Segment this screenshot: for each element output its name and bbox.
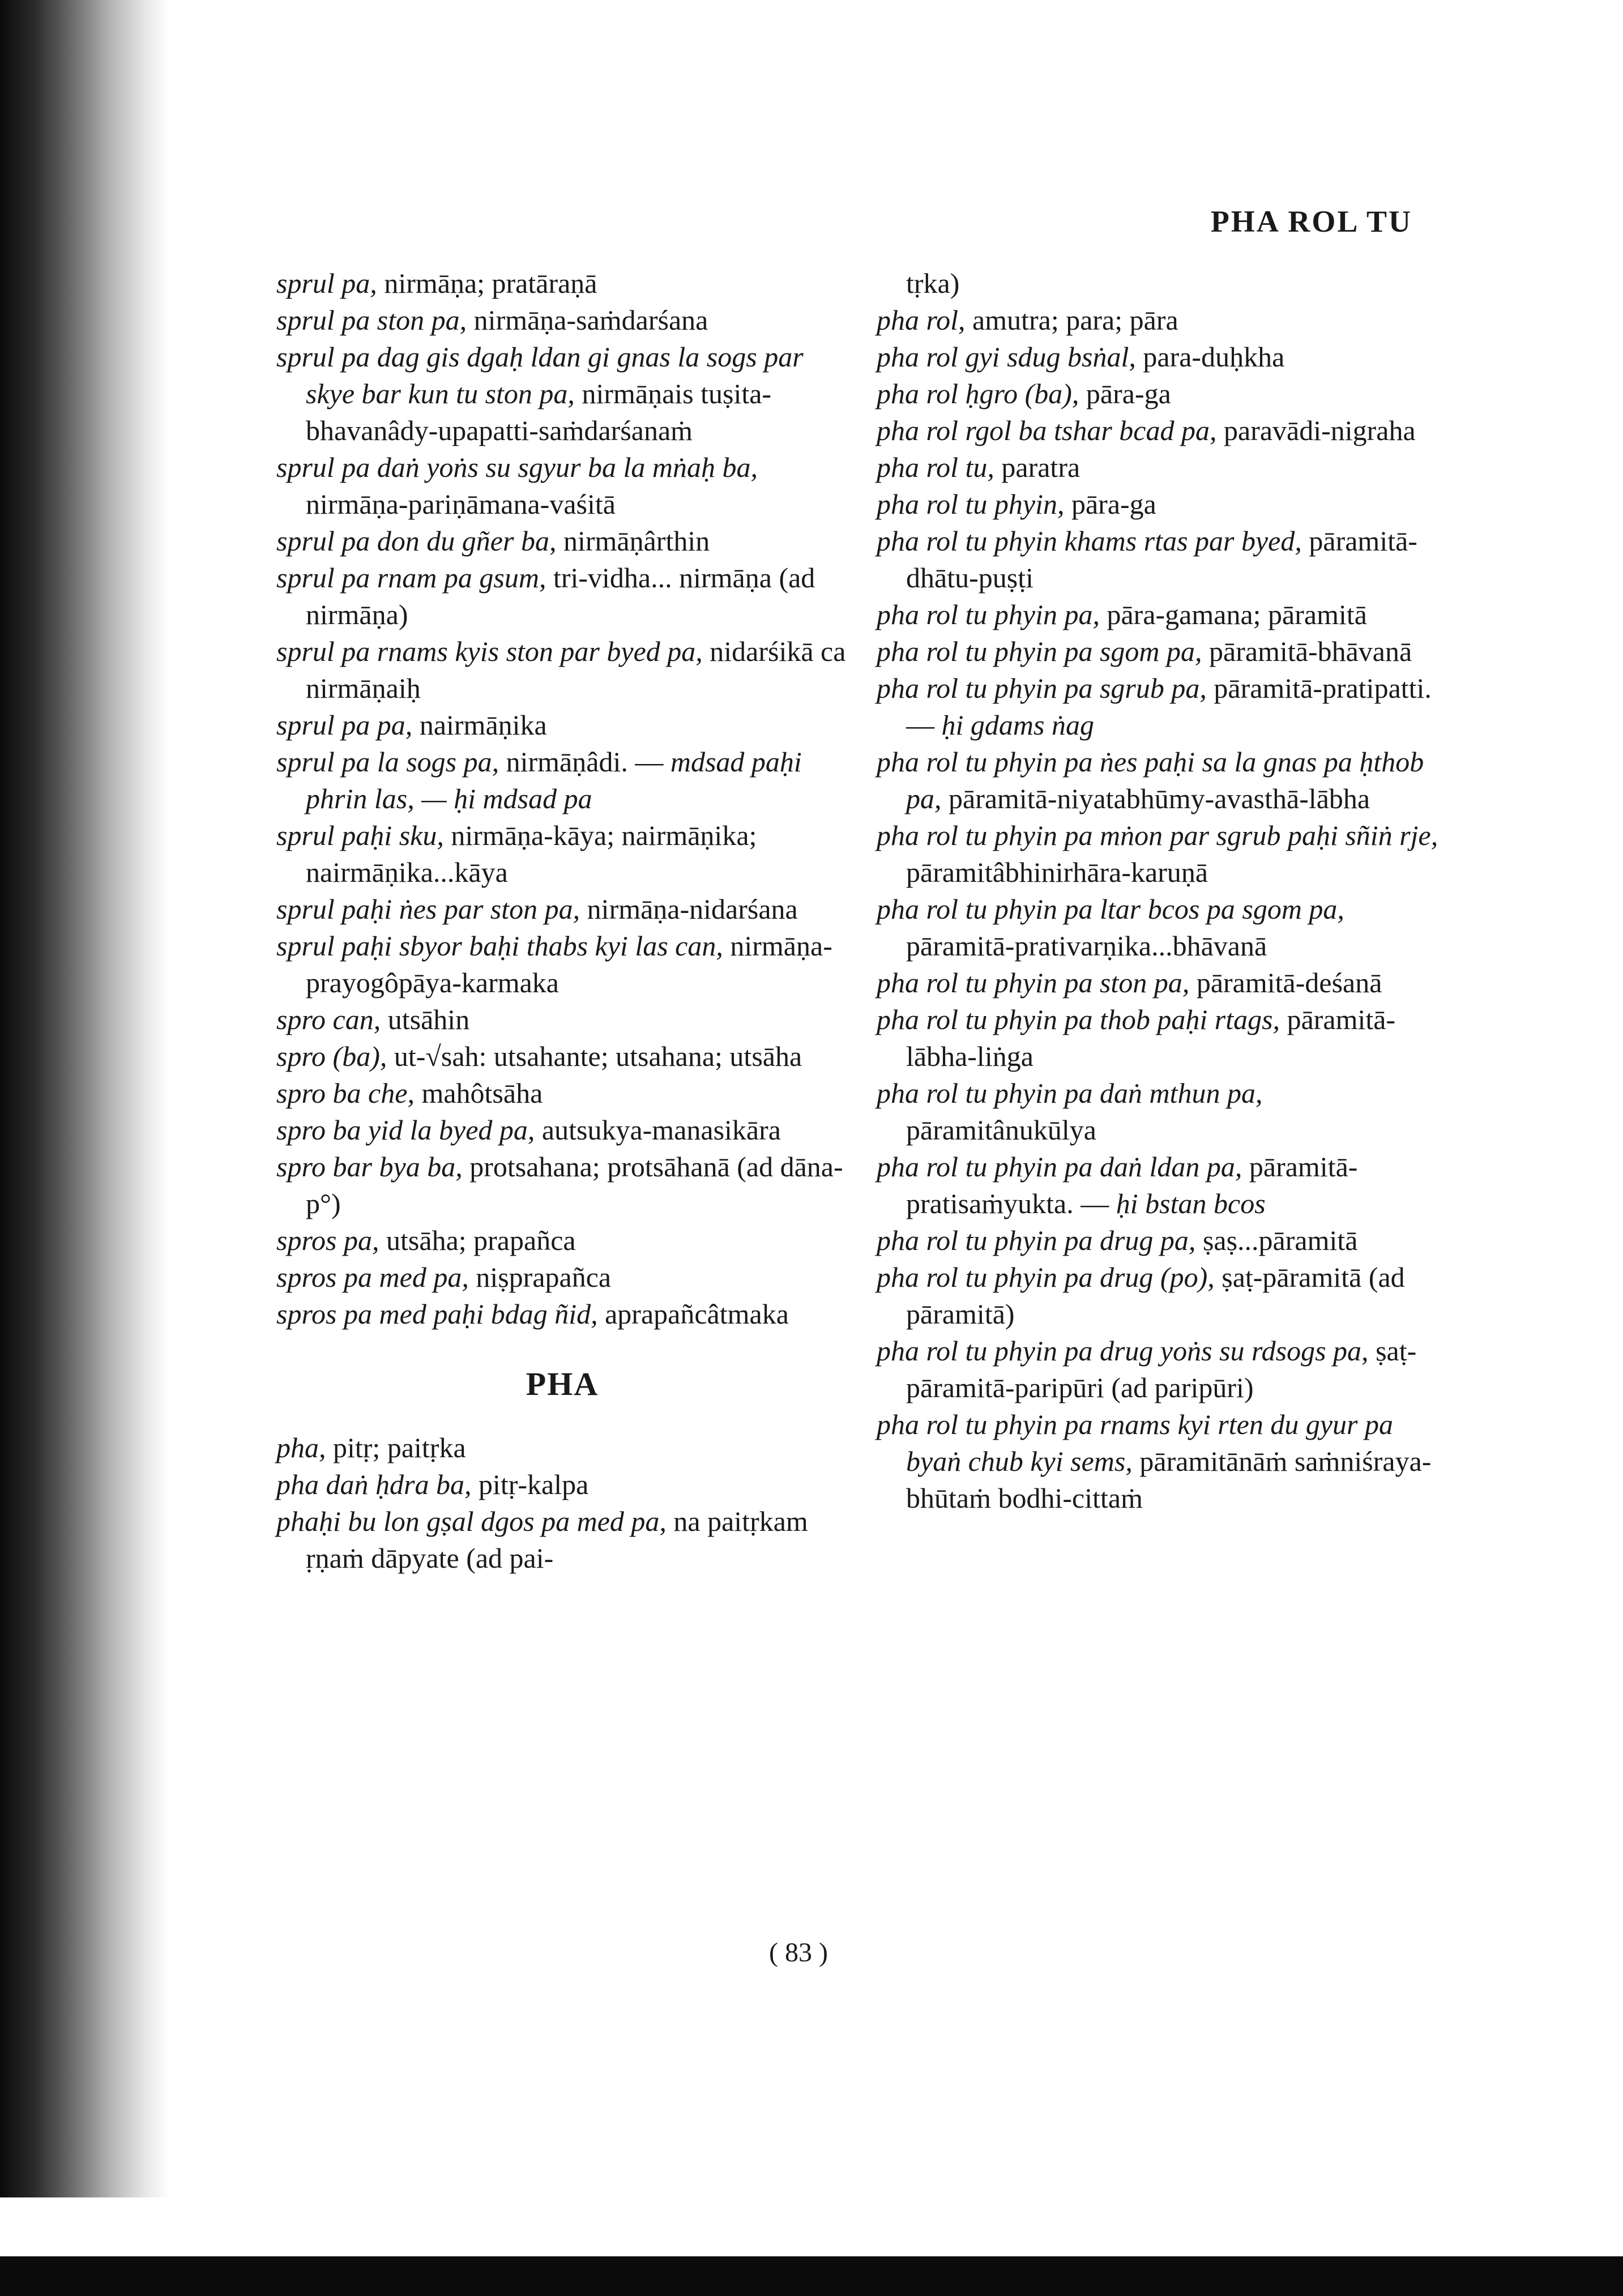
sanskrit-equivalent: pāramitā-niyatabhūmy-avasthā-lābha [941, 783, 1370, 814]
sanskrit-equivalent: nirmāṇa-prayogôpāya-karmaka [306, 930, 832, 998]
dictionary-entry [877, 523, 1449, 596]
tibetan-headword: pha rol tu phyin pa ltar bcos pa sgom pa, [877, 893, 1344, 925]
sanskrit-equivalent: ut-√sah: utsahante; utsahana; utsāha [387, 1040, 802, 1072]
dictionary-entry [276, 1429, 848, 1466]
sanskrit-equivalent: pāramitā-pratipatti. — [906, 672, 1432, 741]
tibetan-headword: spros pa med paḥi bdag ñid, [276, 1298, 598, 1330]
tibetan-headword: pha rol tu phyin pa ston pa, [877, 967, 1190, 998]
dictionary-entry [877, 1222, 1449, 1259]
sanskrit-equivalent: pāramitânukūlya [906, 1114, 1096, 1146]
sanskrit-equivalent: pitṛ; paitṛka [326, 1432, 466, 1463]
tibetan-headword: spro bar bya ba, [276, 1151, 463, 1183]
sanskrit-equivalent: pāramitā-lābha-liṅga [906, 1004, 1396, 1072]
sanskrit-equivalent: utsāha; prapañca [379, 1224, 576, 1256]
sanskrit-equivalent: nirmāṇa-kāya; nairmāṇika; nairmāṇika...kāya [306, 820, 757, 888]
tibetan-headword: pha rol tu phyin pa thob paḥi rtags, [877, 1004, 1280, 1035]
sanskrit-equivalent: nirmāṇa-saṁdarśana [467, 304, 708, 336]
tibetan-headword: pha rol rgol ba tshar bcad pa, [877, 415, 1217, 446]
dictionary-entry [877, 412, 1449, 449]
sanskrit-equivalent: pāramitā-bhāvanā [1202, 635, 1412, 667]
dictionary-entry [276, 339, 848, 449]
dictionary-entry [276, 1149, 848, 1222]
sanskrit-equivalent: pāramitā-pratisaṁyukta. — [906, 1151, 1358, 1219]
dictionary-entry [276, 1001, 848, 1038]
dictionary-entry [276, 1503, 848, 1577]
sanskrit-equivalent: nirmāṇa-pariṇāmana-vaśitā [306, 488, 616, 520]
tibetan-headword: pha rol, [877, 304, 966, 336]
sanskrit-equivalent: ṣaṣ...pāramitā [1195, 1224, 1358, 1256]
tibetan-headword: pha rol gyi sdug bsṅal, [877, 341, 1136, 373]
sanskrit-equivalent: nirmāṇârthin [556, 525, 710, 557]
tibetan-headword: spro ba yid la byed pa, [276, 1114, 535, 1146]
tibetan-headword: sprul paḥi ṅes par ston pa, [276, 893, 580, 925]
tibetan-subentry: mdsad paḥi phrin las, — ḥi mdsad pa [306, 746, 802, 814]
dictionary-entry [276, 1112, 848, 1149]
sanskrit-equivalent: pāramitā-deśanā [1189, 967, 1382, 998]
dictionary-entry [877, 486, 1449, 523]
tibetan-headword: pha rol tu phyin pa daṅ ldan pa, [877, 1151, 1242, 1183]
tibetan-headword: sprul pa rnams kyis ston par byed pa, [276, 635, 703, 667]
dictionary-entry [276, 1296, 848, 1333]
dictionary-entry [877, 1001, 1449, 1075]
dictionary-entry [276, 1466, 848, 1503]
tibetan-headword: spros pa, [276, 1224, 379, 1256]
sanskrit-equivalent: aprapañcâtmaka [597, 1298, 789, 1330]
dictionary-entry [276, 560, 848, 633]
tibetan-headword: pha rol tu phyin, [877, 488, 1065, 520]
sanskrit-equivalent: nirmāṇa-nidarśana [580, 893, 798, 925]
page-number: ( 83 ) [769, 1937, 828, 1968]
dictionary-entry [276, 817, 848, 891]
tibetan-headword: pha daṅ ḥdra ba, [276, 1469, 472, 1500]
tibetan-headword: pha rol tu phyin pa, [877, 599, 1100, 630]
sanskrit-equivalent: pāramitā-prativarṇika...bhāvanā [906, 930, 1267, 962]
dictionary-entry [877, 1149, 1449, 1222]
sanskrit-equivalent: mahôtsāha [414, 1077, 543, 1109]
tibetan-headword: pha, [276, 1432, 326, 1463]
tibetan-headword: spro (ba), [276, 1040, 387, 1072]
tibetan-headword: sprul pa ston pa, [276, 304, 467, 336]
dictionary-entry [276, 449, 848, 523]
dictionary-entry [276, 1038, 848, 1075]
tibetan-headword: pha rol tu phyin pa rnams kyi rten du gyur pa byaṅ chub kyi sems, [877, 1409, 1393, 1477]
dictionary-entry [877, 965, 1449, 1001]
sanskrit-equivalent: ṣaṭ-pāramitā-paripūri (ad paripūri) [906, 1335, 1417, 1403]
tibetan-headword: spro can, [276, 1004, 381, 1035]
dictionary-entry [877, 1406, 1449, 1517]
left-column [276, 265, 848, 1577]
dictionary-entry [877, 339, 1449, 375]
dictionary-entry [276, 633, 848, 707]
tibetan-headword: spros pa med pa, [276, 1261, 469, 1293]
dictionary-entry [877, 1333, 1449, 1406]
scan-bottom-edge [0, 2256, 1623, 2296]
tibetan-headword: pha rol tu phyin pa sgom pa, [877, 635, 1202, 667]
sanskrit-equivalent: niṣprapañca [468, 1261, 612, 1293]
sanskrit-equivalent: paravādi-nigraha [1216, 415, 1416, 446]
sanskrit-equivalent: nirmāṇais tuṣita-bhavanâdy-upapatti-saṁdarśanaṁ [306, 378, 772, 446]
dictionary-entry [276, 928, 848, 1001]
sanskrit-equivalent: pitṛ-kalpa [471, 1469, 589, 1500]
dictionary-entry [276, 744, 848, 817]
dictionary-entry [877, 670, 1449, 744]
sanskrit-equivalent: pāramitā-dhātu-puṣṭi [906, 525, 1417, 594]
tibetan-headword: sprul pa la sogs pa, [276, 746, 499, 778]
dictionary-entry [877, 302, 1449, 339]
right-entry-list [877, 302, 1449, 1517]
dictionary-entry [877, 449, 1449, 486]
dictionary-entry [276, 1075, 848, 1112]
tibetan-headword: spro ba che, [276, 1077, 415, 1109]
sanskrit-equivalent: nidarśikā ca nirmāṇaiḥ [306, 635, 846, 704]
tibetan-headword: pha rol tu phyin pa daṅ mthun pa, [877, 1077, 1263, 1109]
dictionary-entry [276, 891, 848, 928]
tibetan-subentry: ḥi bstan bcos [1116, 1188, 1266, 1219]
sanskrit-equivalent: nirmāṇa; pratāraṇā [377, 267, 597, 299]
tibetan-headword: phaḥi bu lon gṣal dgos pa med pa, [276, 1505, 667, 1537]
dictionary-entry [877, 1075, 1449, 1149]
tibetan-headword: sprul pa rnam pa gsum, [276, 562, 546, 594]
tibetan-headword: sprul pa pa, [276, 709, 413, 741]
tibetan-headword: sprul pa dag gis dgaḥ ldan gi gnas la sogs par skye bar kun tu ston pa, [276, 341, 804, 409]
tibetan-headword: sprul pa daṅ yoṅs su sgyur ba la mṅaḥ ba, [276, 451, 758, 483]
right-column [877, 265, 1449, 1517]
dictionary-entry [276, 1222, 848, 1259]
tibetan-headword: pha rol tu phyin pa ṅes paḥi sa la gnas pa ḥthob pa, [877, 746, 1424, 814]
tibetan-headword: pha rol tu phyin pa drug pa, [877, 1224, 1196, 1256]
sanskrit-equivalent: amutra; para; pāra [965, 304, 1178, 336]
left-entry-list [276, 265, 848, 1333]
tibetan-headword: pha rol tu phyin pa mṅon par sgrub paḥi sñiṅ rje, [877, 820, 1438, 851]
dictionary-entry [276, 265, 848, 302]
sanskrit-equivalent: protsahana; protsāhanā (ad dāna-p°) [306, 1151, 843, 1219]
tibetan-headword: sprul pa, [276, 267, 377, 299]
tibetan-headword: pha rol tu, [877, 451, 994, 483]
tibetan-headword: sprul paḥi sku, [276, 820, 444, 851]
section-heading: PHA [526, 1365, 599, 1402]
tibetan-headword: pha rol tu phyin pa sgrub pa, [877, 672, 1207, 704]
continuation-line: tṛka) [906, 267, 960, 299]
dictionary-entry [276, 1259, 848, 1296]
sanskrit-equivalent: nairmāṇika [412, 709, 547, 741]
sanskrit-equivalent: pāra-ga [1064, 488, 1156, 520]
tibetan-headword: pha rol tu phyin pa drug yoṅs su rdsogs pa, [877, 1335, 1369, 1367]
sanskrit-equivalent: pāra-ga [1079, 378, 1171, 409]
running-head: PHA ROL TU [1210, 204, 1412, 238]
dictionary-entry [877, 1259, 1449, 1333]
sanskrit-equivalent: na paitṛkam ṛṇaṁ dāpyate (ad pai- [306, 1505, 808, 1574]
sanskrit-equivalent: ṣaṭ-pāramitā (ad pāramitā) [906, 1261, 1405, 1330]
sanskrit-equivalent: paratra [994, 451, 1080, 483]
sanskrit-equivalent: nirmāṇâdi. — [499, 746, 670, 778]
tibetan-headword: pha rol tu phyin khams rtas par byed, [877, 525, 1302, 557]
sanskrit-equivalent: tri-vidha... nirmāṇa (ad nirmāṇa) [306, 562, 815, 630]
sanskrit-equivalent: pāra-gamana; pāramitā [1099, 599, 1367, 630]
book-spine-shadow [0, 0, 170, 2197]
dictionary-entry [877, 633, 1449, 670]
sanskrit-equivalent: pāramitānāṁ saṁniśraya-bhūtaṁ bodhi-cittaṁ [906, 1445, 1432, 1514]
dictionary-entry [877, 744, 1449, 817]
dictionary-entry [877, 375, 1449, 412]
tibetan-headword: sprul paḥi sbyor baḥi thabs kyi las can, [276, 930, 723, 962]
dictionary-entry [877, 817, 1449, 891]
dictionary-entry [276, 707, 848, 744]
sanskrit-equivalent: para-duḥkha [1135, 341, 1285, 373]
sanskrit-equivalent: pāramitâbhinirhāra-karuṇā [906, 856, 1208, 888]
tibetan-subentry: ḥi gdams ṅag [941, 709, 1094, 741]
sanskrit-equivalent: utsāhin [381, 1004, 470, 1035]
dictionary-entry [877, 596, 1449, 633]
tibetan-headword: pha rol tu phyin pa drug (po), [877, 1261, 1215, 1293]
tibetan-headword: sprul pa don du gñer ba, [276, 525, 557, 557]
dictionary-entry [877, 891, 1449, 965]
tibetan-headword: pha rol ḥgro (ba), [877, 378, 1079, 409]
dictionary-entry [276, 523, 848, 560]
left-entry-list-after-heading [276, 1429, 848, 1577]
sanskrit-equivalent: autsukya-manasikāra [535, 1114, 781, 1146]
dictionary-entry [276, 302, 848, 339]
